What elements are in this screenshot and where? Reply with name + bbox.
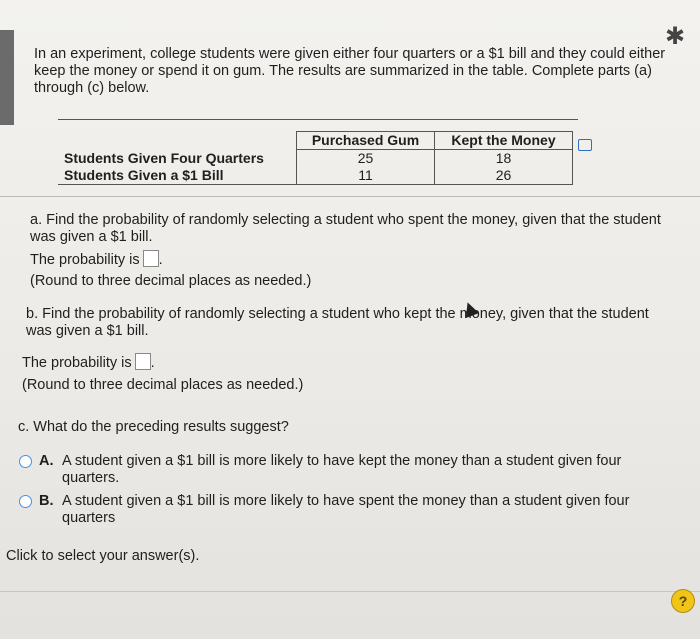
table-row xyxy=(58,150,573,168)
cell-bill-kept: 26 xyxy=(435,167,573,185)
part-b-answer-line xyxy=(22,353,155,372)
table-header-purchased-gum: Purchased Gum xyxy=(297,132,435,150)
part-a-answer-prefix: The probability is xyxy=(30,252,140,268)
section-divider xyxy=(0,196,700,197)
option-b-radio[interactable] xyxy=(19,495,32,508)
option-a-letter: A. xyxy=(39,453,54,469)
part-a-period: . xyxy=(158,252,163,268)
part-a-answer-input[interactable] xyxy=(143,250,159,267)
option-b-letter: B. xyxy=(39,493,54,509)
footer-divider xyxy=(0,591,700,592)
help-icon[interactable]: ? xyxy=(671,589,695,613)
option-b-text[interactable]: A student given a $1 bill is more likely to have spent the money than a student given four quarters xyxy=(62,493,630,526)
part-a-question: a. Find the probability of randomly selecting a student who spent the money, given that the student was given a $1 bill. xyxy=(30,212,661,245)
part-b-hint: (Round to three decimal places as needed.) xyxy=(22,377,304,393)
copy-table-icon[interactable] xyxy=(578,139,592,151)
data-table xyxy=(58,131,573,202)
table-bottom-rule xyxy=(58,185,573,203)
option-a-radio[interactable] xyxy=(19,455,32,468)
cell-quarters-gum: 25 xyxy=(297,150,435,168)
part-b-answer-prefix: The probability is xyxy=(22,355,132,371)
table-top-rule xyxy=(58,119,578,120)
row-label-four-quarters: Students Given Four Quarters xyxy=(64,149,264,166)
table-header-empty xyxy=(58,132,297,150)
table-row xyxy=(58,167,573,185)
table-header-kept-money: Kept the Money xyxy=(435,132,573,150)
part-b-answer-input[interactable] xyxy=(135,353,151,370)
part-b-question: b. Find the probability of randomly selecting a student who kept the money, given that the student was given a $1 bill. xyxy=(26,306,649,339)
left-scroll-indicator xyxy=(0,30,14,125)
cell-quarters-kept: 18 xyxy=(435,150,573,168)
part-c-question: c. What do the preceding results suggest? xyxy=(18,419,289,435)
gear-icon[interactable]: ✱ xyxy=(664,23,686,50)
option-a-text[interactable]: A student given a $1 bill is more likely to have kept the money than a student given four quarters. xyxy=(62,453,622,486)
problem-intro: In an experiment, college students were given either four quarters or a $1 bill and they could either keep the money or spend it on gum. The results are summarized in the table. Complete parts (a) through (c) below. xyxy=(34,46,666,96)
part-b-period: . xyxy=(150,355,155,371)
select-instruction: Click to select your answer(s). xyxy=(6,548,200,564)
part-a-hint: (Round to three decimal places as needed.) xyxy=(30,273,312,289)
part-a-answer-line xyxy=(30,250,163,269)
row-label-dollar-bill: Students Given a $1 Bill xyxy=(64,167,224,183)
cell-bill-gum: 11 xyxy=(297,167,435,185)
